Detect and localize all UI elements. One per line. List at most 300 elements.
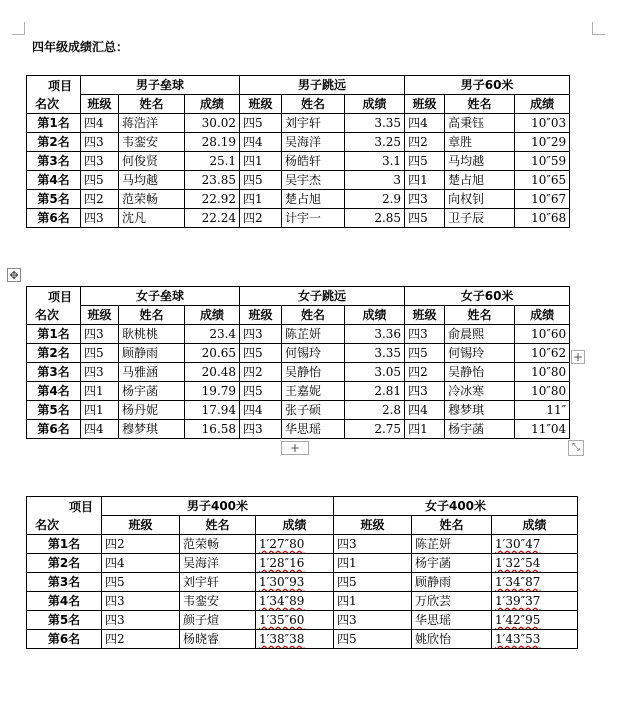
score-text: 3.36 [374, 327, 402, 341]
score-cell [345, 363, 405, 382]
class-cell [102, 573, 180, 592]
score-cell [345, 382, 405, 401]
name-text: 韦銮安 [122, 135, 159, 149]
score-header: 成绩 [515, 306, 570, 325]
score-text: 10″03 [531, 116, 567, 130]
page-corner-marker [592, 22, 605, 35]
score-text: 1′42″95 [495, 613, 541, 627]
score-text: 1′32″54 [495, 556, 541, 570]
name-text: 杨晓睿 [183, 632, 220, 646]
score-text: 3 [393, 173, 402, 187]
class-cell [405, 382, 445, 401]
class-cell [81, 363, 119, 382]
name-cell [282, 401, 345, 420]
table-row [27, 420, 570, 439]
name-cell [282, 382, 345, 401]
rank-cell: 第5名 [27, 611, 102, 630]
name-text: 杨皓轩 [285, 154, 322, 168]
score-cell [515, 344, 570, 363]
name-cell [282, 344, 345, 363]
score-cell [185, 325, 240, 344]
score-cell [345, 344, 405, 363]
name-text: 高秉钰 [448, 116, 485, 130]
rank-cell: 第6名 [27, 420, 81, 439]
name-text: 华思瑶 [285, 422, 322, 436]
rank-cell: 第2名 [27, 554, 102, 573]
class-cell [81, 382, 119, 401]
class-text: 四1 [337, 556, 357, 570]
score-header: 成绩 [345, 95, 405, 114]
class-cell [405, 152, 445, 171]
class-cell [102, 611, 180, 630]
score-text: 1′34″89 [259, 594, 305, 608]
class-text: 四4 [243, 135, 263, 149]
score-text: 20.48 [201, 365, 237, 379]
table-row [27, 114, 570, 133]
score-header: 成绩 [185, 306, 240, 325]
name-text: 计宇一 [285, 211, 322, 225]
group-header: 男子400米 [102, 497, 334, 516]
class-text: 四5 [243, 346, 263, 360]
name-cell [119, 190, 185, 209]
name-cell [412, 573, 492, 592]
score-text: 23.4 [209, 327, 237, 341]
class-text: 四1 [84, 384, 104, 398]
score-text: 2.85 [374, 211, 402, 225]
class-cell [81, 171, 119, 190]
name-text: 马均越 [448, 154, 485, 168]
name-cell [119, 209, 185, 228]
score-text: 28.19 [201, 135, 237, 149]
score-cell [515, 190, 570, 209]
name-text: 冷冰寒 [448, 384, 485, 398]
class-text: 四1 [408, 422, 428, 436]
name-cell [445, 209, 515, 228]
score-text: 23.85 [201, 173, 237, 187]
name-text: 吴海洋 [183, 556, 220, 570]
name-cell [119, 133, 185, 152]
item-label: 项目 [47, 289, 72, 304]
name-text: 马均越 [122, 173, 159, 187]
name-cell [119, 401, 185, 420]
score-cell [492, 535, 578, 554]
class-text: 四5 [408, 211, 428, 225]
class-cell [334, 554, 412, 573]
class-cell [240, 325, 282, 344]
class-cell [81, 344, 119, 363]
score-cell [185, 152, 240, 171]
class-text: 四4 [408, 116, 428, 130]
score-text: 3.35 [374, 346, 402, 360]
score-header: 成绩 [256, 516, 334, 535]
class-text: 四1 [408, 173, 428, 187]
table-row [27, 573, 578, 592]
class-cell [240, 114, 282, 133]
table-resize-handle[interactable]: ⤡ [568, 440, 584, 456]
class-cell [334, 573, 412, 592]
class-header: 班级 [334, 516, 412, 535]
score-cell [345, 209, 405, 228]
name-cell [180, 611, 256, 630]
rank-label: 名次 [35, 96, 60, 111]
name-cell [282, 209, 345, 228]
name-cell [412, 611, 492, 630]
class-cell [240, 133, 282, 152]
score-text: 2.9 [381, 192, 402, 206]
name-text: 陈芷妍 [285, 327, 322, 341]
add-column-button[interactable]: + [572, 350, 584, 364]
class-text: 四3 [243, 422, 263, 436]
score-cell [185, 209, 240, 228]
class-text: 四1 [337, 594, 357, 608]
name-text: 杨丹妮 [122, 403, 159, 417]
score-text: 10″60 [531, 327, 567, 341]
class-text: 四5 [337, 632, 357, 646]
name-text: 何俊贤 [122, 154, 159, 168]
score-cell [492, 554, 578, 573]
class-text: 四3 [408, 192, 428, 206]
name-cell [282, 152, 345, 171]
name-cell [180, 535, 256, 554]
score-cell [345, 133, 405, 152]
class-cell [405, 344, 445, 363]
score-cell [185, 114, 240, 133]
table-row [27, 190, 570, 209]
name-text: 张子硕 [285, 403, 322, 417]
score-cell [515, 382, 570, 401]
score-cell [515, 325, 570, 344]
name-text: 卫子辰 [448, 211, 485, 225]
name-header: 姓名 [119, 95, 185, 114]
class-text: 四2 [105, 632, 125, 646]
class-header: 班级 [405, 306, 445, 325]
group-header: 女子60米 [405, 287, 570, 306]
score-text: 10″68 [531, 211, 567, 225]
class-text: 四2 [243, 211, 263, 225]
score-cell [256, 630, 334, 649]
class-cell [81, 209, 119, 228]
class-text: 四4 [243, 403, 263, 417]
score-text: 25.1 [209, 154, 237, 168]
score-cell [515, 133, 570, 152]
name-text: 刘宇轩 [285, 116, 322, 130]
score-text: 3.1 [381, 154, 402, 168]
rank-label: 名次 [35, 517, 60, 532]
score-cell [345, 190, 405, 209]
run-400m-table [26, 496, 578, 649]
name-text: 范荣畅 [122, 192, 159, 206]
name-header: 姓名 [282, 95, 345, 114]
score-text: 10″29 [531, 135, 567, 149]
class-cell [81, 114, 119, 133]
class-cell [334, 592, 412, 611]
class-cell [240, 171, 282, 190]
class-text: 四2 [243, 365, 263, 379]
rank-cell: 第3名 [27, 152, 81, 171]
name-text: 穆梦琪 [122, 422, 159, 436]
table-row [27, 133, 570, 152]
class-text: 四5 [408, 346, 428, 360]
score-text: 30.02 [201, 116, 237, 130]
score-cell [185, 420, 240, 439]
class-cell [405, 190, 445, 209]
rank-cell: 第2名 [27, 344, 81, 363]
name-cell [282, 363, 345, 382]
table-row [27, 611, 578, 630]
class-cell [240, 382, 282, 401]
name-text: 顾静雨 [415, 575, 452, 589]
name-text: 杨宇菡 [415, 556, 452, 570]
table-row [27, 401, 570, 420]
name-cell [282, 190, 345, 209]
table-row [27, 363, 570, 382]
score-text: 1′43″53 [495, 632, 541, 646]
name-text: 楚占旭 [448, 173, 485, 187]
name-cell [445, 363, 515, 382]
name-cell [119, 420, 185, 439]
name-cell [282, 133, 345, 152]
rank-cell: 第1名 [27, 535, 102, 554]
score-cell [256, 611, 334, 630]
name-header: 姓名 [445, 306, 515, 325]
score-text: 1′39″37 [495, 594, 541, 608]
rank-cell: 第5名 [27, 190, 81, 209]
add-row-button[interactable]: + [281, 441, 309, 455]
name-text: 华思瑶 [415, 613, 452, 627]
name-cell [119, 344, 185, 363]
class-text: 四5 [84, 173, 104, 187]
table-move-handle[interactable]: ✥ [7, 268, 21, 282]
class-text: 四3 [84, 365, 104, 379]
score-header: 成绩 [515, 95, 570, 114]
name-cell [119, 152, 185, 171]
name-cell [119, 363, 185, 382]
class-cell [81, 133, 119, 152]
class-cell [102, 535, 180, 554]
class-cell [102, 630, 180, 649]
class-text: 四2 [408, 365, 428, 379]
score-cell [492, 611, 578, 630]
score-cell [185, 171, 240, 190]
class-header: 班级 [102, 516, 180, 535]
score-cell [515, 171, 570, 190]
table-row [27, 171, 570, 190]
rank-cell: 第3名 [27, 573, 102, 592]
name-cell [445, 344, 515, 363]
name-header: 姓名 [119, 306, 185, 325]
score-text: 10″65 [531, 173, 567, 187]
score-header: 成绩 [185, 95, 240, 114]
name-cell [282, 114, 345, 133]
rank-cell: 第5名 [27, 401, 81, 420]
name-text: 何锡玲 [285, 346, 322, 360]
name-text: 陈芷妍 [415, 537, 452, 551]
name-text: 蒋浩洋 [122, 116, 159, 130]
name-cell [180, 573, 256, 592]
name-text: 耿桃桃 [122, 327, 159, 341]
score-text: 20.65 [201, 346, 237, 360]
score-text: 1′34″87 [495, 575, 541, 589]
name-cell [445, 152, 515, 171]
corner-header-cell [27, 287, 81, 325]
class-text: 四3 [408, 327, 428, 341]
score-text: 10″80 [531, 384, 567, 398]
score-text: 1′30″93 [259, 575, 305, 589]
name-text: 章胜 [448, 135, 473, 149]
score-cell [345, 420, 405, 439]
score-cell [185, 190, 240, 209]
class-cell [102, 554, 180, 573]
score-text: 10″67 [531, 192, 567, 206]
name-cell [445, 133, 515, 152]
group-header: 男子60米 [405, 76, 570, 95]
class-text: 四5 [84, 346, 104, 360]
class-text: 四4 [84, 422, 104, 436]
group-header: 女子垒球 [81, 287, 240, 306]
class-header: 班级 [81, 306, 119, 325]
class-text: 四3 [243, 327, 263, 341]
score-cell [185, 363, 240, 382]
score-cell [515, 152, 570, 171]
boys-sports-table [26, 75, 570, 228]
name-cell [180, 592, 256, 611]
name-header: 姓名 [412, 516, 492, 535]
class-text: 四3 [105, 613, 125, 627]
class-cell [405, 401, 445, 420]
class-text: 四2 [84, 192, 104, 206]
score-text: 1′27″80 [259, 537, 305, 551]
class-text: 四5 [243, 173, 263, 187]
score-text: 2.81 [374, 384, 402, 398]
name-text: 杨宇菡 [448, 422, 485, 436]
name-cell [180, 554, 256, 573]
class-cell [240, 401, 282, 420]
name-cell [445, 171, 515, 190]
score-cell [256, 573, 334, 592]
class-text: 四3 [105, 594, 125, 608]
class-cell [405, 114, 445, 133]
score-text: 11″ [546, 403, 567, 417]
name-text: 王嘉妮 [285, 384, 322, 398]
name-cell [445, 382, 515, 401]
score-text: 16.58 [201, 422, 237, 436]
score-text: 10″59 [531, 154, 567, 168]
score-header: 成绩 [345, 306, 405, 325]
class-cell [240, 344, 282, 363]
class-text: 四4 [84, 116, 104, 130]
class-text: 四5 [243, 384, 263, 398]
name-header: 姓名 [445, 95, 515, 114]
name-cell [445, 420, 515, 439]
class-text: 四3 [408, 384, 428, 398]
class-cell [240, 420, 282, 439]
class-cell [405, 363, 445, 382]
score-cell [515, 363, 570, 382]
name-text: 俞晨熙 [448, 327, 485, 341]
name-cell [119, 382, 185, 401]
table-row [27, 344, 570, 363]
name-cell [445, 401, 515, 420]
class-cell [81, 190, 119, 209]
class-cell [405, 325, 445, 344]
class-text: 四4 [105, 556, 125, 570]
name-text: 吴海洋 [285, 135, 322, 149]
rank-cell: 第1名 [27, 325, 81, 344]
item-label: 项目 [68, 499, 93, 514]
score-text: 1′35″60 [259, 613, 305, 627]
name-text: 姚欣怡 [415, 632, 452, 646]
name-text: 向权钊 [448, 192, 485, 206]
rank-cell: 第4名 [27, 592, 102, 611]
score-text: 1′38″38 [259, 632, 305, 646]
score-cell [185, 133, 240, 152]
class-cell [334, 535, 412, 554]
name-text: 楚占旭 [285, 192, 322, 206]
score-text: 2.8 [381, 403, 402, 417]
name-text: 韦銮安 [183, 594, 220, 608]
rank-cell: 第6名 [27, 209, 81, 228]
name-text: 吴静怡 [285, 365, 322, 379]
rank-label: 名次 [35, 307, 60, 322]
name-cell [180, 630, 256, 649]
rank-cell: 第1名 [27, 114, 81, 133]
class-cell [81, 420, 119, 439]
document-title: 四年级成绩汇总： [32, 40, 129, 54]
class-text: 四5 [105, 575, 125, 589]
name-text: 范荣畅 [183, 537, 220, 551]
score-text: 1′28″16 [259, 556, 305, 570]
name-text: 马雅涵 [122, 365, 159, 379]
class-cell [405, 209, 445, 228]
rank-cell: 第6名 [27, 630, 102, 649]
class-header: 班级 [405, 95, 445, 114]
score-text: 10″80 [531, 365, 567, 379]
class-text: 四3 [337, 613, 357, 627]
class-cell [405, 420, 445, 439]
name-text: 刘宇轩 [183, 575, 220, 589]
name-cell [119, 325, 185, 344]
score-text: 11″04 [531, 422, 567, 436]
table-row [27, 209, 570, 228]
score-cell [185, 401, 240, 420]
name-cell [412, 554, 492, 573]
girls-sports-table [26, 286, 570, 439]
name-header: 姓名 [180, 516, 256, 535]
score-text: 22.24 [201, 211, 237, 225]
rank-cell: 第2名 [27, 133, 81, 152]
class-cell [81, 152, 119, 171]
class-text: 四2 [408, 135, 428, 149]
score-cell [492, 592, 578, 611]
table-row [27, 535, 578, 554]
name-cell [119, 171, 185, 190]
class-cell [81, 325, 119, 344]
class-cell [240, 363, 282, 382]
score-cell [185, 344, 240, 363]
score-cell [515, 114, 570, 133]
name-text: 吴静怡 [448, 365, 485, 379]
corner-header-cell [27, 497, 102, 535]
group-header: 男子跳远 [240, 76, 405, 95]
score-cell [345, 325, 405, 344]
class-cell [102, 592, 180, 611]
score-text: 3.35 [374, 116, 402, 130]
name-cell [282, 325, 345, 344]
score-cell [256, 592, 334, 611]
class-header: 班级 [240, 306, 282, 325]
table-row [27, 325, 570, 344]
group-header: 男子垒球 [81, 76, 240, 95]
